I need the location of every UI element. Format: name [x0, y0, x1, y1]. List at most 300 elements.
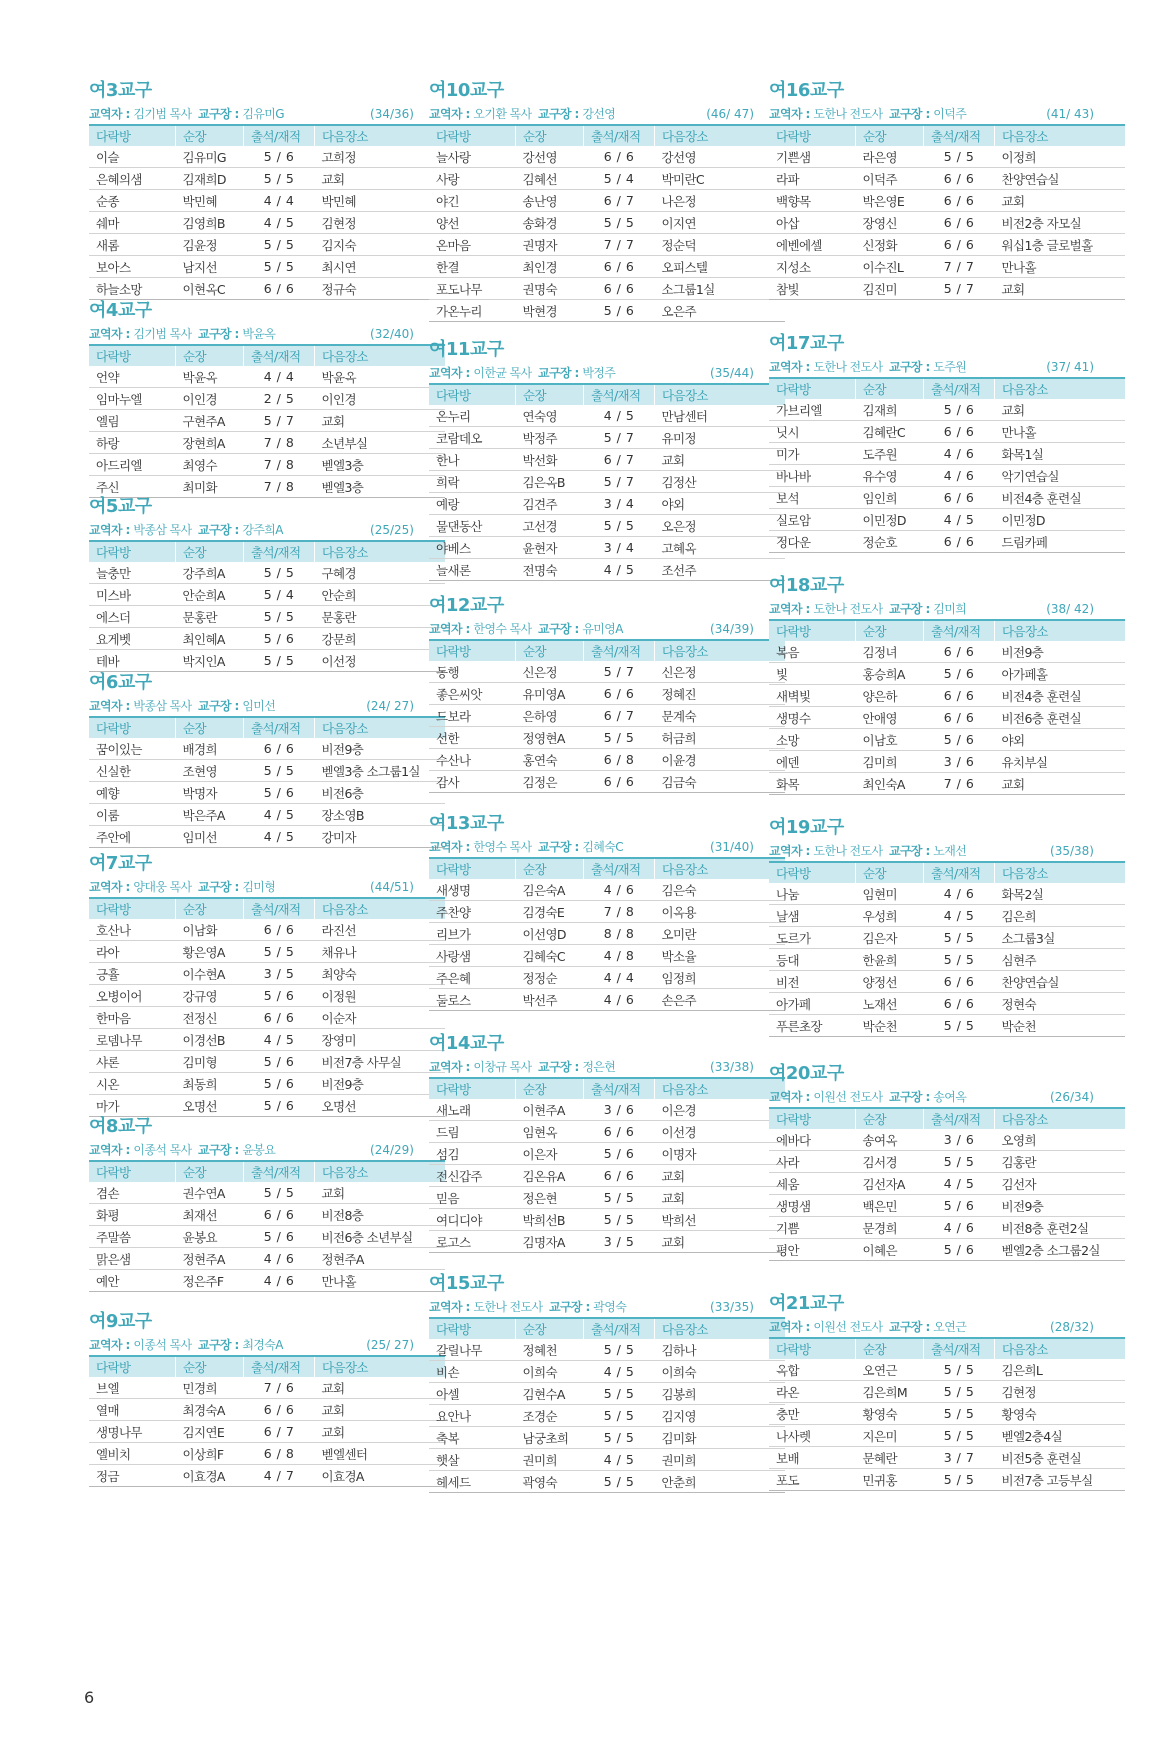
leader-cell: 연숙영 — [516, 405, 584, 427]
leader-cell: 지은미 — [856, 1425, 924, 1447]
leader-cell: 김은숙A — [516, 879, 584, 901]
table-row — [769, 1151, 1125, 1173]
next-place-cell: 김선자 — [995, 1173, 1126, 1195]
leader-name: 김미희 — [933, 602, 967, 616]
table-body — [429, 1339, 785, 1493]
attendance-cell: 5 / 5 — [584, 1383, 655, 1405]
table-row — [89, 1073, 445, 1095]
next-place-cell: 교회 — [995, 399, 1126, 421]
room-name: 리브가 — [429, 923, 516, 945]
next-place-cell: 비전7층 고등부실 — [995, 1469, 1126, 1491]
room-name: 엘림 — [89, 410, 176, 432]
table-row — [89, 738, 445, 760]
leader-cell: 강규영 — [176, 985, 244, 1007]
attendance-cell: 5 / 5 — [584, 212, 655, 234]
next-place-cell: 오명선 — [315, 1095, 446, 1117]
col-next-place-header: 다음장소 — [655, 125, 786, 146]
minister-label: 교역자 : — [429, 366, 474, 380]
next-place-cell: 유미정 — [655, 427, 786, 449]
table-row — [89, 628, 445, 650]
attendance-table — [429, 1317, 785, 1493]
room-name: 맑은샘 — [89, 1248, 176, 1270]
minister-name: 도한나 전도사 — [473, 1300, 543, 1314]
leader-label: 교구장 : — [197, 699, 243, 713]
district-title: 여13교구 — [429, 813, 504, 834]
table-row — [89, 1051, 445, 1073]
attendance-cell: 5 / 6 — [244, 1051, 315, 1073]
room-name: 전신갑주 — [429, 1165, 516, 1187]
table-header — [769, 862, 1125, 883]
next-place-cell: 김현정 — [995, 1381, 1126, 1403]
attendance-cell: 5 / 6 — [924, 729, 995, 751]
col-leader-header: 순장 — [516, 858, 584, 879]
room-name: 시온 — [89, 1073, 176, 1095]
minister-label: 교역자 : — [429, 840, 474, 854]
table-row — [769, 278, 1125, 300]
attendance-cell: 6 / 6 — [244, 738, 315, 760]
col-leader-header: 순장 — [176, 898, 244, 919]
district-staff — [89, 1142, 275, 1158]
minister-label: 교역자 : — [89, 699, 134, 713]
leader-cell: 이현옥C — [176, 278, 244, 300]
room-name: 오병이어 — [89, 985, 176, 1007]
attendance-cell: 4 / 5 — [244, 212, 315, 234]
next-place-cell: 악기연습실 — [995, 465, 1126, 487]
minister-label: 교역자 : — [89, 1338, 134, 1352]
col-leader-header: 순장 — [516, 384, 584, 405]
attendance-cell: 5 / 5 — [924, 1015, 995, 1037]
attendance-table — [89, 716, 445, 848]
leader-cell: 전명숙 — [516, 559, 584, 581]
table-row — [89, 1443, 445, 1465]
attendance-cell: 5 / 5 — [924, 146, 995, 168]
attendance-cell: 5 / 5 — [924, 1359, 995, 1381]
district-info — [769, 841, 1094, 861]
next-place-cell: 오영희 — [995, 1129, 1126, 1151]
leader-cell: 박은주A — [176, 804, 244, 826]
col-leader-header: 순장 — [856, 125, 924, 146]
table-row — [89, 1399, 445, 1421]
room-name: 샤론 — [89, 1051, 176, 1073]
table-row — [429, 1187, 785, 1209]
attendance-cell: 7 / 8 — [584, 901, 655, 923]
leader-cell: 홍연숙 — [516, 749, 584, 771]
room-name: 정금 — [89, 1465, 176, 1487]
col-leader-header: 순장 — [856, 862, 924, 883]
district-title: 여10교구 — [429, 80, 504, 101]
district-title: 여9교구 — [89, 1311, 152, 1332]
table-header — [429, 1078, 785, 1099]
attendance-cell: 5 / 6 — [924, 399, 995, 421]
room-name: 미스바 — [89, 584, 176, 606]
attendance-total: (32/40) — [370, 327, 414, 341]
attendance-cell: 6 / 7 — [584, 705, 655, 727]
table-row — [429, 705, 785, 727]
header-row — [89, 1161, 445, 1182]
room-name: 꿈이있는 — [89, 738, 176, 760]
minister-name: 박종삼 목사 — [133, 699, 192, 713]
col-next-place-header: 다음장소 — [315, 541, 446, 562]
attendance-cell: 4 / 4 — [244, 366, 315, 388]
attendance-table — [89, 897, 445, 1117]
next-place-cell: 비전6층 훈련실 — [995, 707, 1126, 729]
attendance-cell: 4 / 5 — [924, 905, 995, 927]
leader-name: 유미영A — [582, 622, 623, 636]
next-place-cell: 만나홀 — [315, 1270, 446, 1292]
next-place-cell: 강선영 — [655, 146, 786, 168]
leader-cell: 임현미 — [856, 883, 924, 905]
district-title: 여20교구 — [769, 1063, 844, 1084]
attendance-cell: 6 / 6 — [924, 421, 995, 443]
table-row — [429, 1231, 785, 1253]
attendance-cell: 3 / 6 — [584, 1099, 655, 1121]
leader-cell: 김혜선 — [516, 168, 584, 190]
next-place-cell: 교회 — [315, 1182, 446, 1204]
table-header — [769, 378, 1125, 399]
attendance-cell: 4 / 4 — [584, 967, 655, 989]
leader-cell: 박명자 — [176, 782, 244, 804]
room-name: 이슬 — [89, 146, 176, 168]
table-row — [429, 256, 785, 278]
table-body — [769, 641, 1125, 795]
room-name: 주안에 — [89, 826, 176, 848]
next-place-cell: 유치부실 — [995, 751, 1126, 773]
attendance-cell: 4 / 8 — [584, 945, 655, 967]
attendance-cell: 5 / 5 — [244, 1182, 315, 1204]
room-name: 희락 — [429, 471, 516, 493]
room-name: 충만 — [769, 1403, 856, 1425]
next-place-cell: 비전7층 사무실 — [315, 1051, 446, 1073]
leader-cell: 박선주 — [516, 989, 584, 1011]
attendance-total: (46/ 47) — [706, 107, 754, 121]
leader-cell: 이현주A — [516, 1099, 584, 1121]
table-header — [429, 1318, 785, 1339]
district-title: 여16교구 — [769, 80, 844, 101]
table-row — [89, 1270, 445, 1292]
next-place-cell: 김미화 — [655, 1427, 786, 1449]
next-place-cell: 벧엘3층 소그룹1실 — [315, 760, 446, 782]
table-row — [429, 559, 785, 581]
room-name: 화평 — [89, 1204, 176, 1226]
attendance-total: (41/ 43) — [1046, 107, 1094, 121]
table-header — [89, 1161, 445, 1182]
leader-cell: 김유미G — [176, 146, 244, 168]
attendance-cell: 4 / 5 — [924, 509, 995, 531]
next-place-cell: 이희숙 — [655, 1361, 786, 1383]
table-row — [769, 421, 1125, 443]
table-row — [429, 901, 785, 923]
attendance-cell: 3 / 6 — [924, 1129, 995, 1151]
next-place-cell: 김은희 — [995, 905, 1126, 927]
leader-cell: 김지연E — [176, 1421, 244, 1443]
minister-label: 교역자 : — [769, 360, 814, 374]
col-next-place-header: 다음장소 — [995, 378, 1126, 399]
col-attendance-header: 출석/재적 — [924, 1108, 995, 1129]
next-place-cell: 황영숙 — [995, 1403, 1126, 1425]
table-row — [769, 1195, 1125, 1217]
next-place-cell: 박소율 — [655, 945, 786, 967]
next-place-cell: 손은주 — [655, 989, 786, 1011]
attendance-cell: 7 / 7 — [584, 234, 655, 256]
attendance-table — [769, 377, 1125, 553]
attendance-cell: 5 / 6 — [244, 1095, 315, 1117]
leader-cell: 장현희A — [176, 432, 244, 454]
attendance-cell: 6 / 6 — [584, 256, 655, 278]
minister-name: 김기범 목사 — [133, 327, 192, 341]
room-name: 요게벳 — [89, 628, 176, 650]
col-room-header: 다락방 — [89, 1356, 176, 1377]
attendance-cell: 5 / 6 — [244, 628, 315, 650]
leader-cell: 정영현A — [516, 727, 584, 749]
leader-cell: 권수연A — [176, 1182, 244, 1204]
attendance-cell: 5 / 5 — [584, 727, 655, 749]
attendance-cell: 6 / 6 — [244, 1007, 315, 1029]
leader-cell: 민경희 — [176, 1377, 244, 1399]
next-place-cell: 비전4층 훈련실 — [995, 487, 1126, 509]
next-place-cell: 김봉희 — [655, 1383, 786, 1405]
room-name: 나눔 — [769, 883, 856, 905]
leader-name: 윤봉요 — [242, 1143, 276, 1157]
attendance-cell: 5 / 6 — [924, 1195, 995, 1217]
table-row — [89, 1095, 445, 1117]
attendance-cell: 5 / 5 — [244, 941, 315, 963]
table-row — [429, 727, 785, 749]
header-row — [429, 384, 785, 405]
district-section — [429, 1033, 754, 1253]
district-info — [89, 877, 414, 897]
leader-cell: 박은영E — [856, 190, 924, 212]
leader-cell: 신은정 — [516, 661, 584, 683]
room-name: 새생명 — [429, 879, 516, 901]
attendance-table — [429, 383, 785, 581]
room-name: 지성소 — [769, 256, 856, 278]
leader-cell: 박윤옥 — [176, 366, 244, 388]
attendance-cell: 5 / 6 — [244, 985, 315, 1007]
table-row — [429, 1143, 785, 1165]
col-room-header: 다락방 — [769, 1108, 856, 1129]
header-row — [89, 1356, 445, 1377]
attendance-total: (31/40) — [710, 840, 754, 854]
next-place-cell: 강미자 — [315, 826, 446, 848]
col-leader-header: 순장 — [856, 620, 924, 641]
attendance-table — [429, 1077, 785, 1253]
leader-cell: 강주희A — [176, 562, 244, 584]
next-place-cell: 김지숙 — [315, 234, 446, 256]
leader-cell: 권명자 — [516, 234, 584, 256]
attendance-table — [89, 124, 445, 300]
district-section — [89, 1311, 414, 1487]
col-leader-header: 순장 — [856, 1338, 924, 1359]
leader-label: 교구장 : — [537, 1060, 583, 1074]
room-name: 둘로스 — [429, 989, 516, 1011]
header-row — [769, 125, 1125, 146]
next-place-cell: 박민혜 — [315, 190, 446, 212]
table-body — [429, 405, 785, 581]
leader-cell: 김경숙E — [516, 901, 584, 923]
col-attendance-header: 출석/재적 — [244, 125, 315, 146]
next-place-cell: 만나홀 — [995, 256, 1126, 278]
next-place-cell: 비전9층 — [315, 1073, 446, 1095]
district-info — [89, 520, 414, 540]
table-row — [769, 399, 1125, 421]
leader-cell: 황은영A — [176, 941, 244, 963]
next-place-cell: 비전9층 — [995, 1195, 1126, 1217]
district-section — [89, 853, 414, 1117]
room-name: 닛시 — [769, 421, 856, 443]
next-place-cell: 박순천 — [995, 1015, 1126, 1037]
attendance-total: (26/34) — [1050, 1090, 1094, 1104]
col-attendance-header: 출석/재적 — [924, 620, 995, 641]
attendance-cell: 6 / 6 — [924, 993, 995, 1015]
attendance-cell: 5 / 5 — [584, 1339, 655, 1361]
next-place-cell: 벧엘3층 — [315, 476, 446, 498]
room-name: 사랑샘 — [429, 945, 516, 967]
next-place-cell: 화목2실 — [995, 883, 1126, 905]
attendance-table — [429, 639, 785, 793]
page-number: 6 — [84, 1688, 95, 1707]
attendance-cell: 6 / 7 — [584, 190, 655, 212]
room-name: 비전 — [769, 971, 856, 993]
col-next-place-header: 다음장소 — [315, 1161, 446, 1182]
header-row — [429, 1078, 785, 1099]
header-row — [429, 858, 785, 879]
leader-cell: 이혜은 — [856, 1239, 924, 1261]
leader-cell: 이남호 — [856, 729, 924, 751]
leader-cell: 김혜숙C — [516, 945, 584, 967]
leader-label: 교구장 : — [888, 602, 934, 616]
attendance-cell: 7 / 8 — [244, 476, 315, 498]
district-info — [769, 104, 1094, 124]
table-row — [769, 1129, 1125, 1151]
leader-name: 도주원 — [933, 360, 967, 374]
room-name: 생명수 — [769, 707, 856, 729]
room-name: 선한 — [429, 727, 516, 749]
table-row — [429, 1339, 785, 1361]
attendance-cell: 5 / 5 — [924, 927, 995, 949]
table-body — [769, 1129, 1125, 1261]
col-leader-header: 순장 — [516, 640, 584, 661]
leader-label: 교구장 : — [888, 1320, 934, 1334]
attendance-cell: 3 / 7 — [924, 1447, 995, 1469]
attendance-cell: 5 / 7 — [584, 471, 655, 493]
table-row — [429, 168, 785, 190]
table-row — [89, 985, 445, 1007]
room-name: 보아스 — [89, 256, 176, 278]
col-attendance-header: 출석/재적 — [244, 345, 315, 366]
attendance-cell: 6 / 7 — [244, 1421, 315, 1443]
attendance-cell: 8 / 8 — [584, 923, 655, 945]
leader-cell: 유수영 — [856, 465, 924, 487]
leader-cell: 송여옥 — [856, 1129, 924, 1151]
next-place-cell: 심현주 — [995, 949, 1126, 971]
next-place-cell: 소그룹1실 — [655, 278, 786, 300]
room-name: 푸른초장 — [769, 1015, 856, 1037]
header-row — [89, 125, 445, 146]
district-info — [769, 1317, 1094, 1337]
table-row — [89, 168, 445, 190]
table-row — [89, 476, 445, 498]
district-info — [89, 1140, 414, 1160]
room-name: 포도 — [769, 1469, 856, 1491]
district-section — [769, 80, 1094, 300]
leader-cell: 이수진L — [856, 256, 924, 278]
leader-cell: 권미희 — [516, 1449, 584, 1471]
leader-name: 김혜숙C — [582, 840, 624, 854]
district-title: 여21교구 — [769, 1293, 844, 1314]
room-name: 기쁜샘 — [769, 146, 856, 168]
leader-label: 교구장 : — [537, 366, 583, 380]
room-name: 수산나 — [429, 749, 516, 771]
leader-label: 교구장 : — [537, 622, 583, 636]
room-name: 드림 — [429, 1121, 516, 1143]
next-place-cell: 워십1층 글로벌홀 — [995, 234, 1126, 256]
leader-label: 교구장 : — [888, 1090, 934, 1104]
leader-cell: 배경희 — [176, 738, 244, 760]
next-place-cell: 강문희 — [315, 628, 446, 650]
table-row — [429, 1121, 785, 1143]
next-place-cell: 아가페홀 — [995, 663, 1126, 685]
attendance-cell: 6 / 6 — [924, 707, 995, 729]
table-row — [429, 967, 785, 989]
attendance-cell: 3 / 4 — [584, 493, 655, 515]
next-place-cell: 이정원 — [315, 985, 446, 1007]
col-attendance-header: 출석/재적 — [924, 862, 995, 883]
next-place-cell: 벧엘2층 소그룹2실 — [995, 1239, 1126, 1261]
next-place-cell: 교회 — [655, 1231, 786, 1253]
table-header — [89, 1356, 445, 1377]
table-row — [89, 826, 445, 848]
room-name: 아삽 — [769, 212, 856, 234]
attendance-cell: 4 / 5 — [584, 1449, 655, 1471]
leader-cell: 한윤희 — [856, 949, 924, 971]
leader-label: 교구장 : — [548, 1300, 594, 1314]
attendance-cell: 5 / 5 — [924, 1151, 995, 1173]
attendance-cell: 7 / 8 — [244, 454, 315, 476]
table-row — [89, 1421, 445, 1443]
minister-name: 도한나 전도사 — [813, 844, 883, 858]
district-title: 여12교구 — [429, 595, 504, 616]
room-name: 동행 — [429, 661, 516, 683]
room-name: 예향 — [89, 782, 176, 804]
table-body — [429, 661, 785, 793]
minister-label: 교역자 : — [89, 523, 134, 537]
attendance-cell: 6 / 6 — [924, 190, 995, 212]
minister-label: 교역자 : — [89, 880, 134, 894]
room-name: 화목 — [769, 773, 856, 795]
room-name: 포도나무 — [429, 278, 516, 300]
next-place-cell: 이순자 — [315, 1007, 446, 1029]
leader-cell: 안순희A — [176, 584, 244, 606]
room-name: 가브리엘 — [769, 399, 856, 421]
next-place-cell: 박윤옥 — [315, 366, 446, 388]
district-section — [89, 300, 414, 498]
col-room-header: 다락방 — [429, 125, 516, 146]
room-name: 바나바 — [769, 465, 856, 487]
room-name: 소망 — [769, 729, 856, 751]
table-row — [89, 1182, 445, 1204]
attendance-cell: 6 / 6 — [924, 685, 995, 707]
district-staff — [769, 359, 966, 375]
leader-cell: 문홍란 — [176, 606, 244, 628]
table-body — [89, 1182, 445, 1292]
attendance-table — [89, 1160, 445, 1292]
minister-label: 교역자 : — [769, 1320, 814, 1334]
table-header — [769, 1338, 1125, 1359]
attendance-cell: 5 / 6 — [924, 1239, 995, 1261]
table-row — [769, 1359, 1125, 1381]
next-place-cell: 이민정D — [995, 509, 1126, 531]
room-name: 코람데오 — [429, 427, 516, 449]
